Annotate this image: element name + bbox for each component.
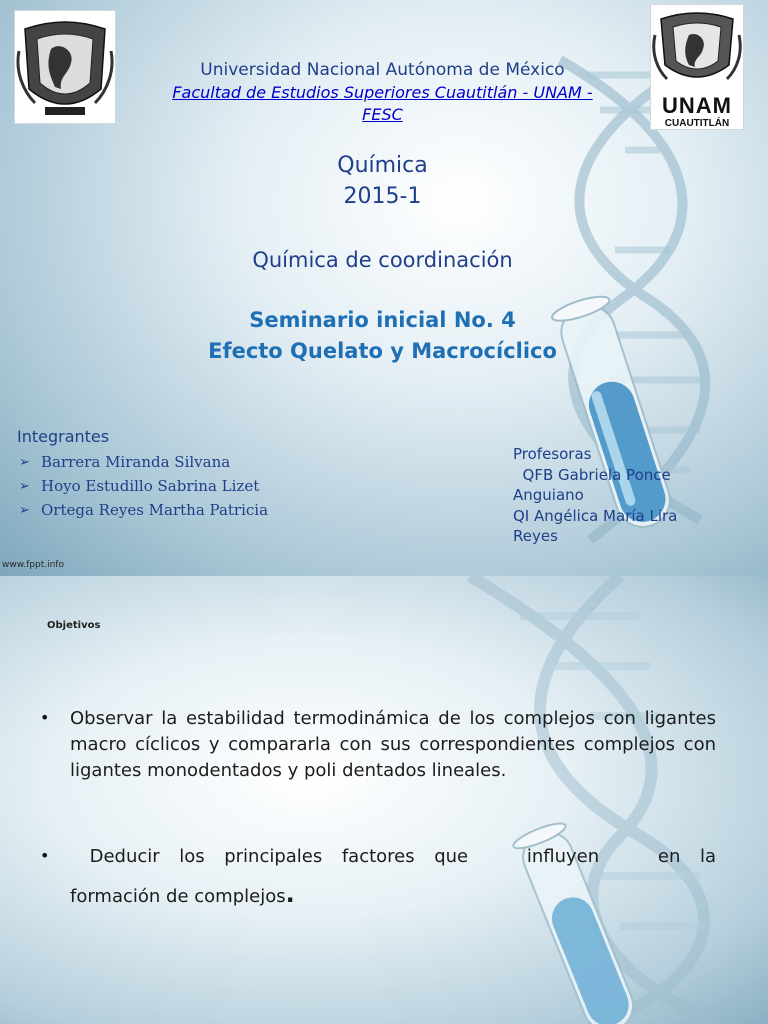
objective-2-period: . xyxy=(285,880,295,908)
topic-title: Química de coordinación xyxy=(252,248,513,272)
unam-cuautitlan-logo xyxy=(650,4,744,130)
member-name: Hoyo Estudillo Sabrina Lizet xyxy=(41,477,260,495)
members-list xyxy=(19,450,419,522)
arrow-bullet-icon: ➢ xyxy=(19,502,30,518)
professor-line: Reyes xyxy=(513,527,558,545)
professor-line: QI Angélica María Lira xyxy=(513,506,678,525)
arrow-bullet-icon: ➢ xyxy=(19,454,30,470)
watermark-text: www.fppt.info xyxy=(2,560,64,570)
member-item xyxy=(19,498,419,522)
subject-title: Química xyxy=(337,153,428,178)
faculty-link-line1[interactable]: Facultad de Estudios Superiores Cuautitlán - UNAM - xyxy=(172,83,593,102)
professor-line: Anguiano xyxy=(513,486,584,504)
objective-2-line1: Deducir los principales factores que influyen en la xyxy=(70,846,716,867)
professors-block xyxy=(513,444,713,547)
member-name: Ortega Reyes Martha Patricia xyxy=(41,501,269,519)
unam-crest-icon xyxy=(651,5,743,91)
objectives-heading: Objetivos xyxy=(47,620,101,631)
faculty-link-line2[interactable]: FESC xyxy=(362,105,403,124)
logo-cuautitlan-text: CUAUTITLÁN xyxy=(664,118,730,129)
objective-2-text: formación de complejos xyxy=(70,886,286,907)
term-title: 2015-1 xyxy=(343,184,422,209)
objective-2-line2 xyxy=(70,881,295,910)
professors-heading: Profesoras xyxy=(513,445,592,463)
slide-objectives xyxy=(0,576,768,1024)
unam-shield-logo xyxy=(14,10,116,124)
member-item xyxy=(19,450,419,474)
objective-1-text: Observar la estabilidad termodinámica de los complejos con ligantes macro cíclicos y compararla con sus correspondientes complejos con ligantes monodentados y poli dentados lineales. xyxy=(70,708,716,781)
seminar-title-line1: Seminario inicial No. 4 xyxy=(249,308,516,332)
logo-unam-text: UNAM xyxy=(662,93,732,118)
university-name: Universidad Nacional Autónoma de México xyxy=(200,60,565,80)
dna-helix-background xyxy=(0,576,768,1024)
members-heading: Integrantes xyxy=(17,427,110,446)
seminar-title-line2: Efecto Quelato y Macrocíclico xyxy=(208,339,557,363)
member-item xyxy=(19,474,419,498)
bullet-dot-icon: • xyxy=(40,846,50,865)
unam-shield-icon xyxy=(15,11,115,123)
arrow-bullet-icon: ➢ xyxy=(19,478,30,494)
bullet-dot-icon: • xyxy=(40,708,50,727)
member-name: Barrera Miranda Silvana xyxy=(41,453,231,471)
professor-line: QFB Gabriela Ponce xyxy=(513,465,671,484)
